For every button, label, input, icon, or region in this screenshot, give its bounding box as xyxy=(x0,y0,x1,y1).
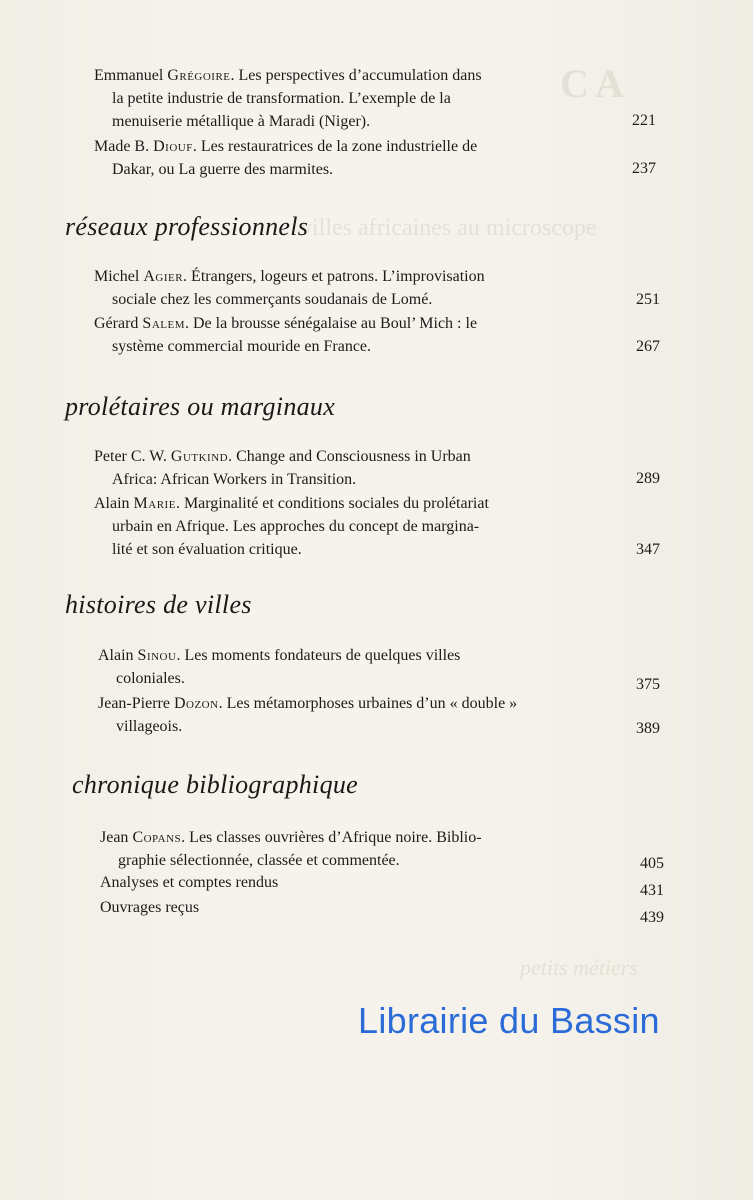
section-heading: prolétaires ou marginaux xyxy=(65,392,336,421)
entry-title-cont: menuiserie métallique à Maradi (Niger). xyxy=(112,113,371,130)
section-heading: chronique bibliographique xyxy=(72,770,359,799)
section-heading: réseaux professionnels xyxy=(65,212,309,241)
show-through-heading: CA xyxy=(560,61,630,106)
show-through-heading-2: villes africaines au microscope xyxy=(300,215,597,241)
entry-title: . Change and Consciousness in Urban xyxy=(228,448,471,465)
entry-title: Ouvrages reçus xyxy=(100,899,200,916)
toc-entry xyxy=(94,135,604,181)
page-number: 237 xyxy=(632,160,656,177)
author-first-name: Jean-Pierre xyxy=(98,695,170,712)
toc-entry xyxy=(94,492,604,561)
entry-title: . Les classes ouvrières d’Afrique noire. Biblio- xyxy=(181,829,482,846)
toc-entry xyxy=(100,826,608,872)
show-through-text: petits métiers xyxy=(520,955,638,980)
page-number: 405 xyxy=(640,855,664,872)
entry-title: . Les métamorphoses urbaines d’un « double » xyxy=(218,695,518,712)
entry-title-cont: Dakar, ou La guerre des marmites. xyxy=(112,161,334,178)
author-first-name: Emmanuel xyxy=(94,67,164,84)
toc-entry xyxy=(94,64,604,133)
entry-title-cont: coloniales. xyxy=(116,670,185,687)
author-first-name: Michel xyxy=(94,268,140,285)
entry-title: . Les perspectives d’accumulation dans xyxy=(230,67,482,84)
entry-title-cont: lité et son évaluation critique. xyxy=(112,541,302,558)
toc-entry xyxy=(94,265,604,311)
author-first-name: Peter C. W. xyxy=(94,448,167,465)
author-first-name: Alain xyxy=(94,495,130,512)
page-number: 439 xyxy=(640,909,664,926)
page-number: 267 xyxy=(636,338,660,355)
toc-entry xyxy=(94,312,604,358)
author-last-name: Salem xyxy=(142,315,185,332)
author-first-name: Jean xyxy=(100,829,129,846)
entry-title-cont: graphie sélectionnée, classée et commentée. xyxy=(118,852,400,869)
entry-title: . Étrangers, logeurs et patrons. L’improvisation xyxy=(183,268,485,285)
entry-title: . Les moments fondateurs de quelques villes xyxy=(176,647,461,664)
author-last-name: Copans xyxy=(132,829,182,846)
author-last-name: Grégoire xyxy=(167,67,231,84)
entry-title-cont: urbain en Afrique. Les approches du concept de margina- xyxy=(112,518,480,535)
author-first-name: Alain xyxy=(98,647,134,664)
page-number: 289 xyxy=(636,470,660,487)
author-last-name: Agier xyxy=(143,268,184,285)
entry-title: . De la brousse sénégalaise au Boul’ Mich : le xyxy=(184,315,478,332)
author-last-name: Marie xyxy=(133,495,176,512)
entry-title-cont: sociale chez les commerçants soudanais de Lomé. xyxy=(112,291,433,308)
toc-entry xyxy=(100,871,608,894)
entry-title: . Marginalité et conditions sociales du prolétariat xyxy=(175,495,489,512)
toc-entry xyxy=(98,644,606,690)
entry-title-cont: système commercial mouride en France. xyxy=(112,338,372,355)
page-number: 375 xyxy=(636,676,660,693)
author-first-name: Made B. xyxy=(94,138,150,155)
page-number: 431 xyxy=(640,882,664,899)
entry-title-cont: villageois. xyxy=(116,718,183,735)
toc-entry xyxy=(100,896,608,919)
author-last-name: Gutkind xyxy=(170,448,229,465)
page-number: 389 xyxy=(636,720,660,737)
bookseller-watermark: Librairie du Bassin xyxy=(358,1000,660,1041)
entry-title-cont: Africa: African Workers in Transition. xyxy=(112,471,357,488)
entry-title: Analyses et comptes rendus xyxy=(100,874,279,891)
toc-entry xyxy=(94,445,604,491)
section-heading: histoires de villes xyxy=(65,590,252,619)
toc-entry xyxy=(98,692,606,738)
author-last-name: Sinou xyxy=(137,647,177,664)
page-number: 251 xyxy=(636,291,660,308)
entry-title: . Les restauratrices de la zone industrielle de xyxy=(192,138,478,155)
author-first-name: Gérard xyxy=(94,315,139,332)
author-last-name: Diouf xyxy=(153,138,193,155)
author-last-name: Dozon xyxy=(173,695,219,712)
page-number: 347 xyxy=(636,541,660,558)
page-number: 221 xyxy=(632,112,656,129)
entry-title-cont: la petite industrie de transformation. L’exemple de la xyxy=(112,90,451,107)
